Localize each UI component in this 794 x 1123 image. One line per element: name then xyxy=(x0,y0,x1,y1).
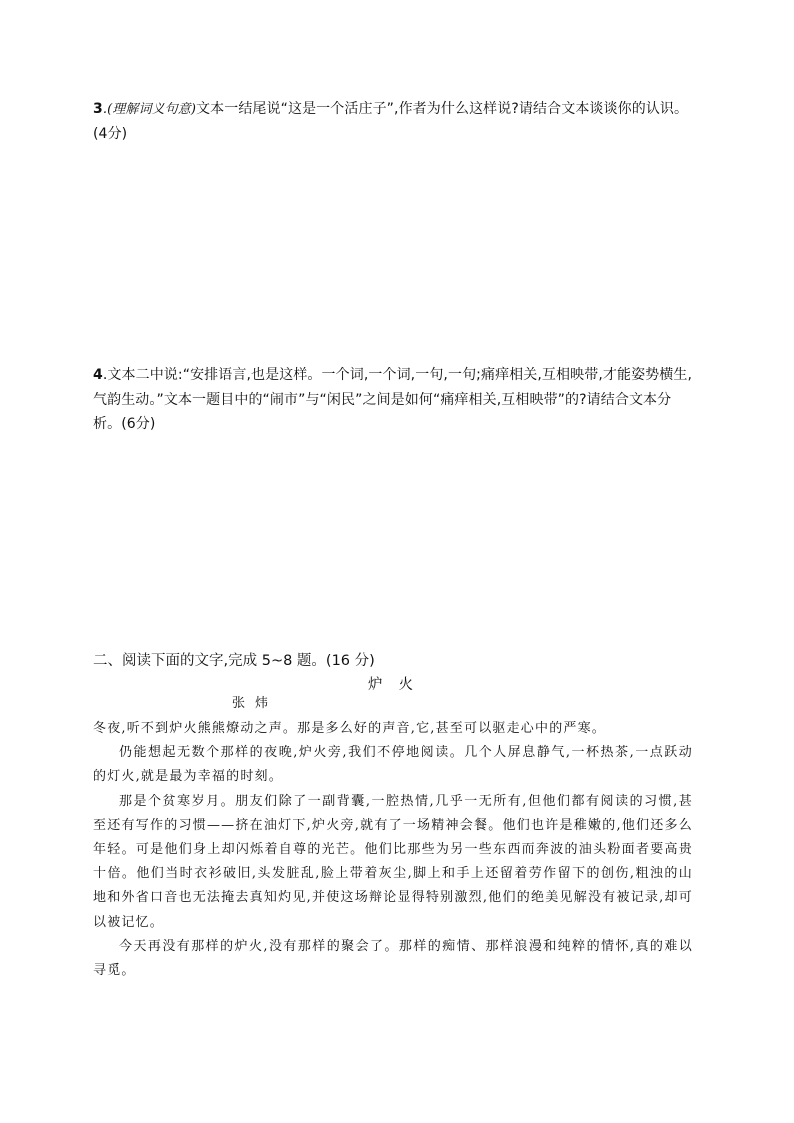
question-text: .文本二中说:“安排语言,也是这样。一个词,一个词,一句,一句;痛痒相关,互相映带,才能姿势横生,气韵生动。”文本一题目中的“闹市”与“闲民”之间是如何“痛痒相关,互相映带”的?请结合文本分析。(6分) xyxy=(93,367,693,432)
article-author: 张炜 xyxy=(232,696,279,711)
question-number: 3 xyxy=(93,101,103,117)
section-title: 二、阅读下面的文字,完成 5~8 题。(16 分) xyxy=(93,653,375,669)
question-4 xyxy=(93,363,695,436)
question-text: 文本一结尾说“这是一个活庄子”,作者为什么这样说?请结合文本谈谈你的认识。(4分) xyxy=(93,101,689,142)
article-paragraph: 今天再没有那样的炉火,没有那样的聚会了。那样的痴情、那样浪漫和纯粹的情怀,真的难以寻觅。 xyxy=(93,938,693,979)
article-paragraph: 那是个贫寒岁月。朋友们除了一副背囊,一腔热情,几乎一无所有,但他们都有阅读的习惯,甚至还有写作的习惯——挤在油灯下,炉火旁,就有了一场精神会餐。他们也许是稚嫩的,他们还多么年轻。可是他们身上却闪烁着自尊的光芒。他们比那些为另一些东西而奔波的油头粉面者要高贵十倍。他们当时衣衫破旧,头发脏乱,脸上带着灰尘,脚上和手上还留着劳作留下的创伤,粗浊的山地和外省口音也无法掩去真知灼见,并使这场辩论显得特别激烈,他们的绝美见解没有被记录,却可以被记忆。 xyxy=(93,793,693,930)
article-paragraph: 仍能想起无数个那样的夜晚,炉火旁,我们不停地阅读。几个人屏息静气,一杯热茶,一点跃动的灯火,就是最为幸福的时刻。 xyxy=(93,745,693,785)
article-body xyxy=(93,717,693,983)
article-title: 炉火 xyxy=(368,677,429,693)
question-tag: .(理解词义句意) xyxy=(102,102,197,117)
question-number: 4 xyxy=(93,367,103,383)
question-3 xyxy=(93,97,695,146)
article-paragraph: 冬夜,听不到炉火熊熊燎动之声。那是多么好的声音,它,甚至可以驱走心中的严寒。 xyxy=(93,721,606,736)
